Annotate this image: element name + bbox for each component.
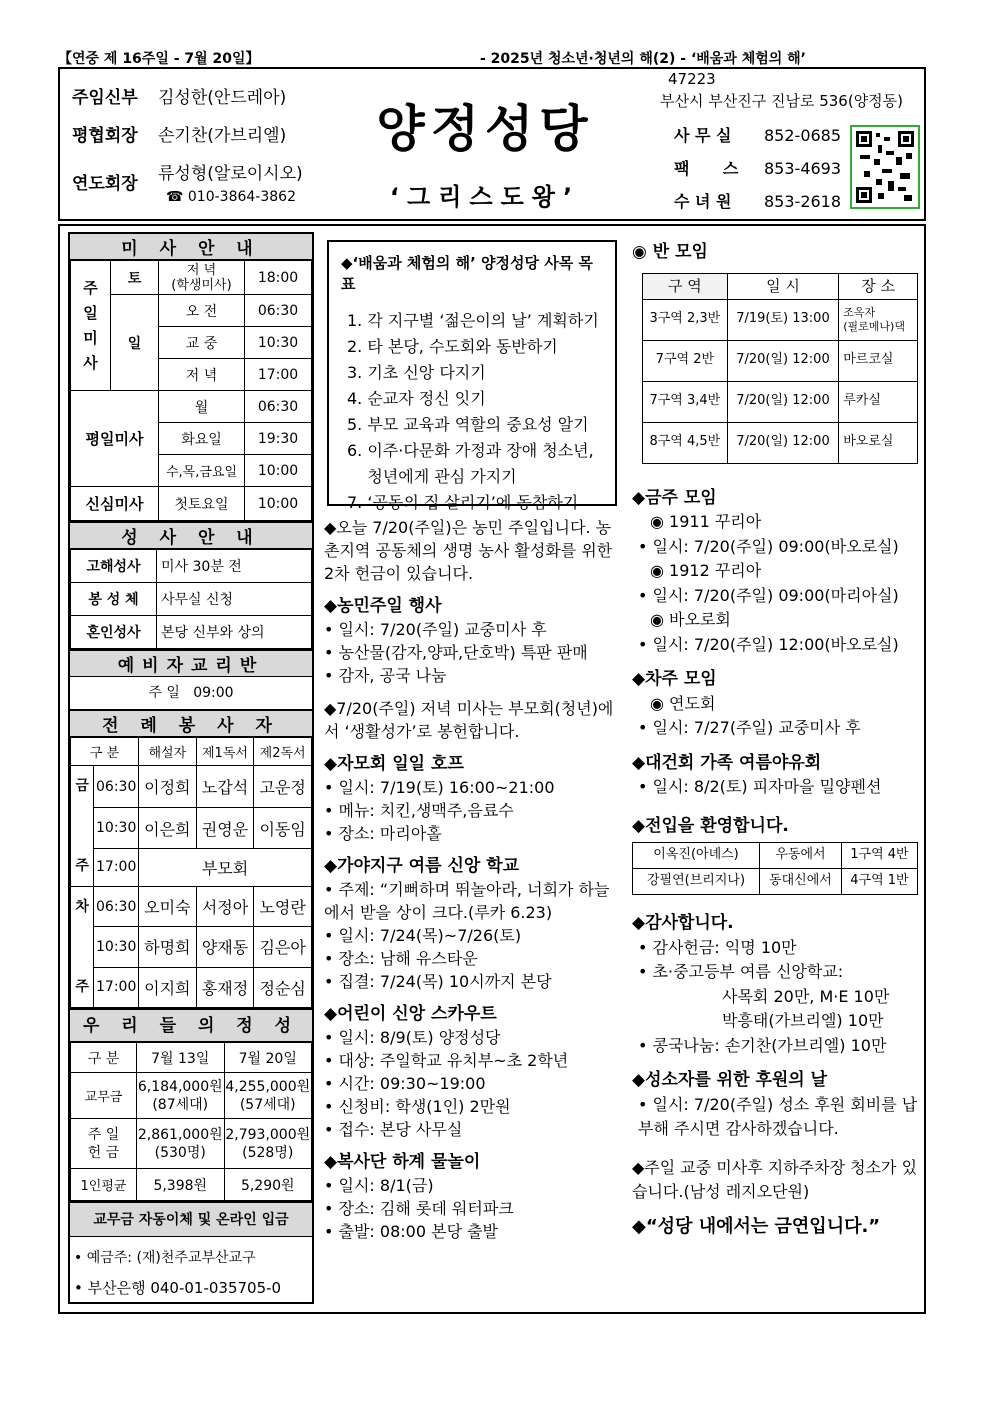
goal-item: 5. 부모 교육과 역할의 중요성 알기 <box>347 415 589 434</box>
mass-time: 10:30 <box>245 327 312 359</box>
group-cell: 7/20(일) 12:00 <box>727 422 839 463</box>
notice-evening-mass: ◆7/20(주일) 저녁 미사는 부모회(청년)에서 ‘생활성가’로 봉헌합니다. <box>324 699 614 741</box>
notice-line: • 감자, 공국 나눔 <box>324 666 447 685</box>
offering-header: 구 분 <box>71 1043 137 1073</box>
sacrament-title: 성 사 안 내 <box>70 521 312 549</box>
notice-title: ◆어린이 신앙 스카우트 <box>324 1004 497 1024</box>
server-name: 이동임 <box>254 808 312 848</box>
server-name: 홍재정 <box>196 967 254 1007</box>
thanks-title: ◆감사합니다. <box>632 913 734 933</box>
bank-title: 교무금 자동이체 및 온라인 입금 <box>70 1201 312 1237</box>
offering-table <box>70 1042 312 1201</box>
staff-role: 연도회장 <box>72 174 138 194</box>
sat-time-label: 저 녁 (학생미사) <box>159 261 245 295</box>
servers-header: 해설자 <box>139 738 197 766</box>
sun-label: 일 <box>111 295 159 391</box>
welcome-cell: 우동에서 <box>760 843 842 869</box>
notice-title: ◆가야지구 여름 신앙 학교 <box>324 856 520 876</box>
welcome-cell: 4구역 1반 <box>841 869 917 895</box>
notice-title: ◆대건회 가족 여름야유회 <box>632 752 822 773</box>
notice-line: • 일시: 7/27(주일) 교중미사 후 <box>638 718 861 737</box>
mass-time: 19:30 <box>245 423 312 455</box>
notice-line: • 일시: 7/20(주일) 교중미사 후 <box>324 620 547 639</box>
staff-role: 평협회장 <box>72 126 138 146</box>
welcome-title: ◆전입을 환영합니다. <box>632 815 789 836</box>
notice-line: • 일시: 7/19(토) 16:00~21:00 <box>324 778 555 797</box>
main-panel <box>58 224 926 1314</box>
notice-line: • 시간: 09:30~19:00 <box>324 1074 486 1093</box>
sat-label: 토 <box>111 261 159 295</box>
goal-item: 4. 순교자 정신 잇기 <box>347 389 486 408</box>
sacrament-value: 사무실 신청 <box>157 583 312 616</box>
offering-value: 2,793,000원 (528명) <box>224 1119 312 1169</box>
devotion-time: 10:00 <box>245 487 312 521</box>
notice-line: • 일시: 7/20(주일) 09:00(마리아실) <box>638 585 899 605</box>
saint-title: ◆성소자를 위한 후원의 날 <box>632 1070 828 1090</box>
group-cell: 7구역 3,4반 <box>643 381 728 422</box>
notice-line: • 일시: 8/1(금) <box>324 1176 434 1195</box>
servers-header: 구 분 <box>71 738 139 766</box>
notice-line: • 주제: “기뻐하며 뛰놀아라, 너희가 하늘에서 받을 상이 크다.(루카 6.23) <box>324 880 610 922</box>
server-name: 오미숙 <box>139 887 197 927</box>
notice-line: • 일시: 7/20(주일) 12:00(바오로실) <box>638 634 899 654</box>
church-subtitle: ‘그리스도왕’ <box>389 183 581 211</box>
nuns-label: 수 녀 원 <box>674 192 732 211</box>
server-name: 권영운 <box>196 808 254 848</box>
server-time: 10:30 <box>94 927 139 967</box>
top-bar <box>58 48 926 68</box>
notice-line: • 접수: 본당 사무실 <box>324 1120 463 1139</box>
servers-table: 구 분 해설자 제1독서 제2독서 금 주 06:30 이정희 노갑석 고운정 10:30 이은희 권영운 이동임 17:00 부모회 차 주 06:30 오미숙 서정아 노영란 10:30 하명희 양재동 김은아 17:00 이지희 홍재정 정순심 <box>70 737 312 1008</box>
offering-title: 우 리 들 의 정 성 <box>70 1008 312 1042</box>
week-label: 【연중 제 16주일 - 7월 20일】 <box>58 51 260 67</box>
notice-line: • 대상: 주일학교 유치부~초 2학년 <box>324 1051 569 1070</box>
notice-line: • 일시: 7/20(주일) 09:00(바오로실) <box>638 536 899 556</box>
fax-label: 팩 스 <box>674 159 739 178</box>
server-name: 이지희 <box>139 967 197 1007</box>
servers-header: 제2독서 <box>254 738 312 766</box>
offering-value: 2,861,000원 (530명) <box>137 1119 225 1169</box>
bank-holder: • 예금주: (재)천주교부산교구 <box>74 1250 256 1266</box>
group-cell: 루카실 <box>839 381 918 422</box>
offering-label: 1인평균 <box>71 1169 137 1201</box>
notice-line: • 신청비: 학생(1인) 2만원 <box>324 1097 511 1116</box>
notice-farmers-sunday: ◆오늘 7/20(주일)은 농민 주일입니다. 농촌지역 공동체의 생명 농사 활성화를 위한 2차 헌금이 있습니다. <box>324 518 613 583</box>
group-header: 일 시 <box>727 273 839 299</box>
sacrament-label: 봉 성 체 <box>71 583 157 616</box>
goal-item: 7. ‘공동의 집 살리기’에 동참하기 <box>347 493 579 512</box>
server-name: 서정아 <box>196 887 254 927</box>
notice-line: • 일시: 8/2(토) 피자마을 밀양펜션 <box>638 777 882 796</box>
devotion-day: 첫토요일 <box>159 487 245 521</box>
mass-slot: 수,목,금요일 <box>159 455 245 487</box>
goals-title: ◆‘배움과 체험의 해’ 양정성당 사목 목표 <box>341 254 593 293</box>
thanks-line: • 콩국나눔: 손기찬(가브리엘) 10만 <box>638 1035 887 1055</box>
address: 부산시 부산진구 진남로 536(양정동) <box>660 92 904 110</box>
mass-time: 06:30 <box>245 391 312 423</box>
server-name: 이정희 <box>139 766 197 808</box>
notice-line: • 장소: 남해 유스타운 <box>324 949 478 968</box>
mass-time: 10:00 <box>245 455 312 487</box>
right-column <box>632 240 922 1239</box>
sacrament-table <box>70 549 312 649</box>
devotion-label: 신심미사 <box>71 487 159 521</box>
parking-notice: ◆주일 교중 미사후 지하주차장 청소가 있습니다.(남성 레지오단원) <box>632 1157 918 1201</box>
goal-item: 6. 이주·다문화 가정과 장애 청소년, <box>347 441 594 460</box>
server-time: 17:00 <box>94 848 139 886</box>
goal-item: 3. 기초 신앙 다지기 <box>347 363 486 382</box>
weekday-label: 평일미사 <box>71 391 159 487</box>
server-time: 06:30 <box>94 887 139 927</box>
notice-title: ◆복사단 하계 물놀이 <box>324 1152 481 1172</box>
server-time: 06:30 <box>94 766 139 808</box>
server-name: 이은희 <box>139 808 197 848</box>
server-name: 부모회 <box>139 848 312 886</box>
goal-item: 2. 타 본당, 수도회와 동반하기 <box>347 337 558 356</box>
server-name: 김은아 <box>254 927 312 967</box>
welcome-table <box>632 842 918 895</box>
group-cell: 7/20(일) 12:00 <box>727 340 839 381</box>
server-name: 노갑석 <box>196 766 254 808</box>
header <box>58 67 926 221</box>
bank-account: • 부산은행 040-01-035705-0 <box>74 1279 282 1297</box>
servers-header: 제1독서 <box>196 738 254 766</box>
server-time: 10:30 <box>94 808 139 848</box>
mass-slot: 월 <box>159 391 245 423</box>
mass-table: 주 일 미 사 토 저 녁 (학생미사) 18:00 일 오 전 06:30 교 중 10:30 저 녁 17:00 평일미사 월 06:30 화요일 19:30 수,목,금요일 10:00 신심미사 첫토요일 10:00 <box>70 260 312 521</box>
thanks-line: • 초·중고등부 여름 신앙학교: <box>638 962 844 981</box>
staff-name: 류성형(알로이시오) <box>158 164 303 184</box>
no-smoking-notice: ◆“성당 내에서는 금연입니다.” <box>632 1215 881 1237</box>
middle-column <box>324 516 624 1243</box>
catechumen-title: 예비자교리반 <box>70 649 312 677</box>
zip-code: 47223 <box>668 70 716 88</box>
sacrament-value: 미사 30분 전 <box>157 550 312 583</box>
mass-slot: 교 중 <box>159 327 245 359</box>
saint-line: • 일시: 7/20(주일) 성소 후원 회비를 납부해 주시면 감사하겠습니다. <box>638 1094 918 1138</box>
welcome-cell: 이옥진(아녜스) <box>633 843 760 869</box>
sacrament-label: 혼인성사 <box>71 616 157 649</box>
group-header: 장 소 <box>839 273 918 299</box>
offering-value: 5,398원 <box>137 1169 225 1201</box>
group-cell: 7구역 2반 <box>643 340 728 381</box>
notice-line: • 농산물(감자,양파,단호박) 특판 판매 <box>324 643 588 662</box>
welcome-cell: 강필연(브리지나) <box>633 869 760 895</box>
group-cell: 8구역 4,5반 <box>643 422 728 463</box>
mass-time: 06:30 <box>245 295 312 327</box>
staff-name: 손기찬(가브리엘) <box>158 126 287 146</box>
server-name: 노영란 <box>254 887 312 927</box>
welcome-cell: 동대신에서 <box>760 869 842 895</box>
nuns-phone: 853-2618 <box>764 192 842 211</box>
sacrament-label: 고해성사 <box>71 550 157 583</box>
group-table <box>642 273 918 464</box>
sat-time: 18:00 <box>245 261 312 295</box>
offering-label: 교무금 <box>71 1073 137 1119</box>
left-column <box>68 232 314 1304</box>
staff-list <box>72 87 332 224</box>
notice-line: ◉ 1912 꾸리아 <box>650 561 762 580</box>
thanks-line: 박흥태(가브리엘) 10만 <box>722 1011 884 1030</box>
group-cell: 마르코실 <box>839 340 918 381</box>
offering-value: 4,255,000원 (57세대) <box>224 1073 312 1119</box>
offering-value: 5,290원 <box>224 1169 312 1201</box>
group-header: 구 역 <box>643 273 728 299</box>
mass-time: 17:00 <box>245 359 312 391</box>
year-theme: - 2025년 청소년·청년의 해(2) - ‘배움과 체험의 해’ <box>479 51 806 67</box>
group-cell: 바오로실 <box>839 422 918 463</box>
staff-role: 주임신부 <box>72 88 138 108</box>
mass-slot: 오 전 <box>159 295 245 327</box>
goal-item: 1. 각 지구별 ‘젊은이의 날’ 계획하기 <box>347 311 599 330</box>
church-title: 양정성당 <box>376 99 594 158</box>
notice-title: ◆자모회 일일 호프 <box>324 754 464 774</box>
offering-header: 7월 13일 <box>137 1043 225 1073</box>
notice-line: • 일시: 7/24(목)~7/26(토) <box>324 926 522 945</box>
goal-item: 청년에게 관심 가지기 <box>347 467 517 486</box>
group-cell: 7/19(토) 13:00 <box>727 299 839 340</box>
mass-slot: 저 녁 <box>159 359 245 391</box>
group-cell: 7/20(일) 12:00 <box>727 381 839 422</box>
notice-line: • 일시: 8/9(토) 양정성당 <box>324 1028 501 1047</box>
thanks-line: • 감사헌금: 익명 10만 <box>638 937 797 957</box>
notice-line: • 출발: 08:00 본당 출발 <box>324 1222 499 1241</box>
notice-title: ◆금주 모임 <box>632 487 717 508</box>
thanks-line: 사목회 20만, M·E 10만 <box>722 986 890 1006</box>
office-phone: 852-0685 <box>764 126 842 145</box>
group-title: ◉ 반 모임 <box>632 242 708 262</box>
notice-line: • 장소: 김해 롯데 워터파크 <box>324 1199 514 1218</box>
server-time: 17:00 <box>94 967 139 1007</box>
group-cell: 3구역 2,3반 <box>643 299 728 340</box>
notice-title: ◆차주 모임 <box>632 669 717 689</box>
offering-value: 6,184,000원 (87세대) <box>137 1073 225 1119</box>
notice-line: • 장소: 마리아홀 <box>324 824 442 843</box>
offering-label: 주 일 헌 금 <box>71 1119 137 1169</box>
servers-title: 전 례 봉 사 자 <box>70 709 312 737</box>
mass-slot: 화요일 <box>159 423 245 455</box>
server-name: 고운정 <box>254 766 312 808</box>
server-name: 양재동 <box>196 927 254 967</box>
staff-name: 김성한(안드레아) <box>158 88 287 108</box>
notice-line: • 집결: 7/24(목) 10시까지 본당 <box>324 972 552 991</box>
notice-line: ◉ 바오로회 <box>650 610 731 629</box>
notice-line: ◉ 1911 꾸리아 <box>650 512 762 531</box>
group-cell: 조옥자 (필로메나)댁 <box>839 299 918 340</box>
qr-code-icon[interactable] <box>850 125 920 209</box>
fax-number: 853-4693 <box>764 159 842 178</box>
office-label: 사 무 실 <box>674 126 732 145</box>
notice-line: • 메뉴: 치킨,생맥주,음료수 <box>324 801 514 820</box>
notice-line: ◉ 연도회 <box>650 693 716 713</box>
catechumen-value: 주 일 09:00 <box>148 685 234 701</box>
phone: ☎ 010-3864-3862 <box>166 189 296 205</box>
pastoral-goals <box>327 240 617 512</box>
offering-header: 7월 20일 <box>224 1043 312 1073</box>
mass-title: 미 사 안 내 <box>70 234 312 260</box>
server-name: 정순심 <box>254 967 312 1007</box>
notice-title: ◆농민주일 행사 <box>324 596 442 616</box>
sacrament-value: 본당 신부와 상의 <box>157 616 312 649</box>
server-name: 하명희 <box>139 927 197 967</box>
welcome-cell: 1구역 4반 <box>841 843 917 869</box>
